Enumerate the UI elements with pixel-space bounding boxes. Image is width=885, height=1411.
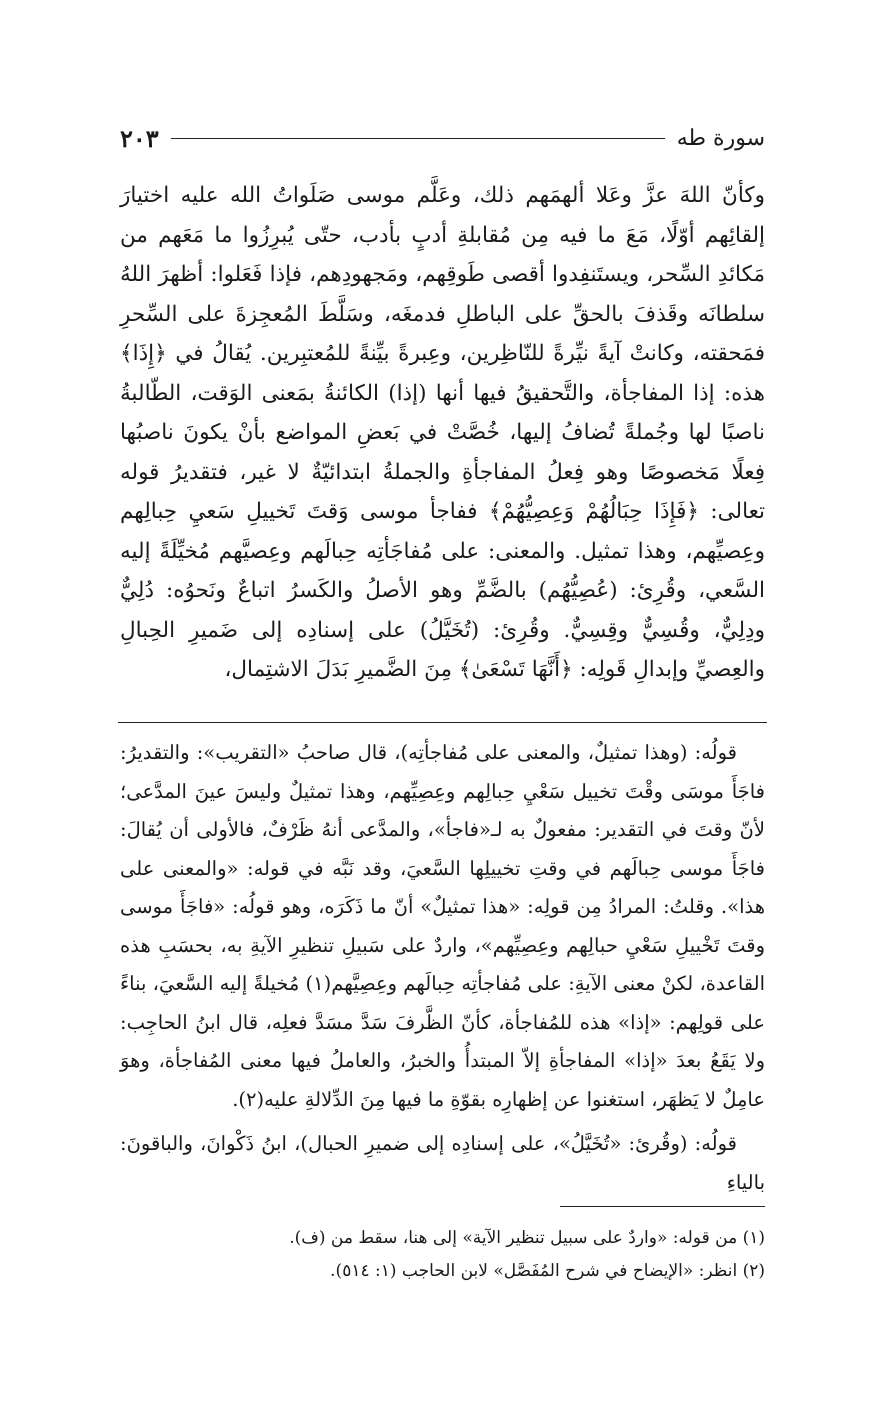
footnotes-block xyxy=(120,1222,765,1288)
main-paragraph: وكأنّ اللهَ عزَّ وعَلا ألهمَهم ذلك، وعَلَّم موسى صَلَواتُ الله عليه اختيارَ إلقائِهم أوّلًا، مَعَ ما فيه مِن مُقابلةِ أدبٍ بأدب، حتّى يُبرِزُوا ما مَعَهم من مَكائدِ السِّحر، ويستَنفِدوا أقصى طَوقِهم، ومَجهودِهم، فإذا فَعَلوا: أظهرَ اللهُ سلطانَه وقَذفَ بالحقِّ على الباطلِ فدمغَه، وسَلَّطَ المُعجِزةَ على السِّحرِ فمَحقته، وكانتْ آيةً نيِّرةً للنّاظِرين، وعِبرةً بيِّنةً للمُعتبِرين. يُقالُ في ﴿إِذَا﴾ هذه: إذا المفاجأة، والتَّحقيقُ فيها أنها (إذا) الكائنةُ بمَعنى الوَقت، الطّالبةُ ناصبًا لها وجُملةً تُضافُ إليها، خُصَّتْ في بَعضِ المواضع بأنْ يكونَ ناصبُها فِعلًا مَخصوصًا وهو فِعلُ المفاجأةِ والجملةُ ابتدائيّةٌ لا غير، فتقديرُ قوله تعالى: ﴿فَإِذَا حِبَالُهُمْ وَعِصِيُّهُمْ﴾ ففاجأ موسى وَقتَ تَخييلِ سَعيِ حِبالِهم وعِصيِّهم، وهذا تمثيل. والمعنى: على مُفاجَأتِه حِبالَهم وعِصيَّهم مُخيِّلَةً إليه السَّعي، وقُرِئ: (عُصِيُّهُم) بالضَّمِّ وهو الأصلُ والكَسرُ اتباعٌ ونَحوُه: دُلِيٌّ ودِلِيٌّ، وقُسِيٌّ وقِسِيٌّ. وقُرِئ: (تُخَيَّلُ) على إسنادِه إلى ضَميرِ الحِبالِ والعِصيِّ وإبدالِ قَولِه: ﴿أَنَّهَا تَسْعَىٰ﴾ مِنَ الضَّميرِ بَدَلَ الاشتِمال، xyxy=(120,183,765,682)
commentary-block xyxy=(120,734,765,1202)
main-separator-rule xyxy=(118,722,767,723)
header-rule xyxy=(171,138,665,139)
footnote-1: (١) من قوله: «واردٌ على سبيل تنظير الآية» إلى هنا، سقط من (ف). xyxy=(289,1228,765,1248)
running-header xyxy=(120,118,765,158)
footnote-separator-rule xyxy=(560,1206,765,1207)
surah-title: سورة طه xyxy=(676,125,765,151)
page-number: ٢٠٣ xyxy=(120,123,159,153)
main-text-block xyxy=(120,176,765,690)
commentary-paragraph-2: قولُه: (وقُرئ: «تُخَيَّلُ»، على إسنادِه إلى ضميرِ الحبال)، ابنُ ذَكْوانَ، والباقونَ: بالياءِ xyxy=(120,1132,765,1194)
commentary-paragraph-1: قولُه: (وهذا تمثيلٌ، والمعنى على مُفاجأتِه)، قال صاحبُ «التقريب»: والتقديرُ: فاجَأَ موسَى وقْتَ تخييل سَعْيِ حِبالِهم وعِصِيِّهم، وهذا تمثيلٌ وليسَ عينَ المدَّعى؛ لأنّ وقتَ في التقدير: مفعولٌ به لـ«فاجأ»، والمدَّعى أنهُ ظَرْفٌ، فالأولى أن يُقالَ: فاجَأَ موسى حِبالَهم في وقتِ تخييلِها السَّعيَ، وقد نَبَّه في قوله: «والمعنى على هذا». وقلتُ: المرادُ مِن قولِه: «هذا تمثيلٌ» أنّ ما ذَكَرَه، وهو قولُه: «فاجَأَ موسى وقتَ تَخْييلِ سَعْيِ حبالِهم وعِصِيِّهم»، واردٌ على سَبيلِ تنظيرِ الآيةِ به، بحسَبِ هذه القاعدة، لكنْ معنى الآيةِ: على مُفاجأتِه حِبالَهم وعِصِيَّهم(١) مُخيلةً إليه السَّعيَ، بناءً على قولِهم: «إذا» هذه للمُفاجأة، كأنّ الظَّرفَ سَدَّ مسَدَّ فعلِه، قال ابنُ الحاجِب: ولا يَقَعُ بعدَ «إذا» المفاجأةِ إلاّ المبتدأُ والخبرُ، والعاملُ فيها معنى المُفاجأة، وهوَ عامِلٌ لا يَظهَر، استغنوا عن إظهارِه بقوّةِ ما فيها مِنَ الدِّلالةِ عليه(٢). xyxy=(120,741,765,1111)
footnote-2: (٢) انظر: «الإيضاح في شرح المُفَصَّل» لابن الحاجب (١: ٥١٤). xyxy=(330,1261,765,1281)
